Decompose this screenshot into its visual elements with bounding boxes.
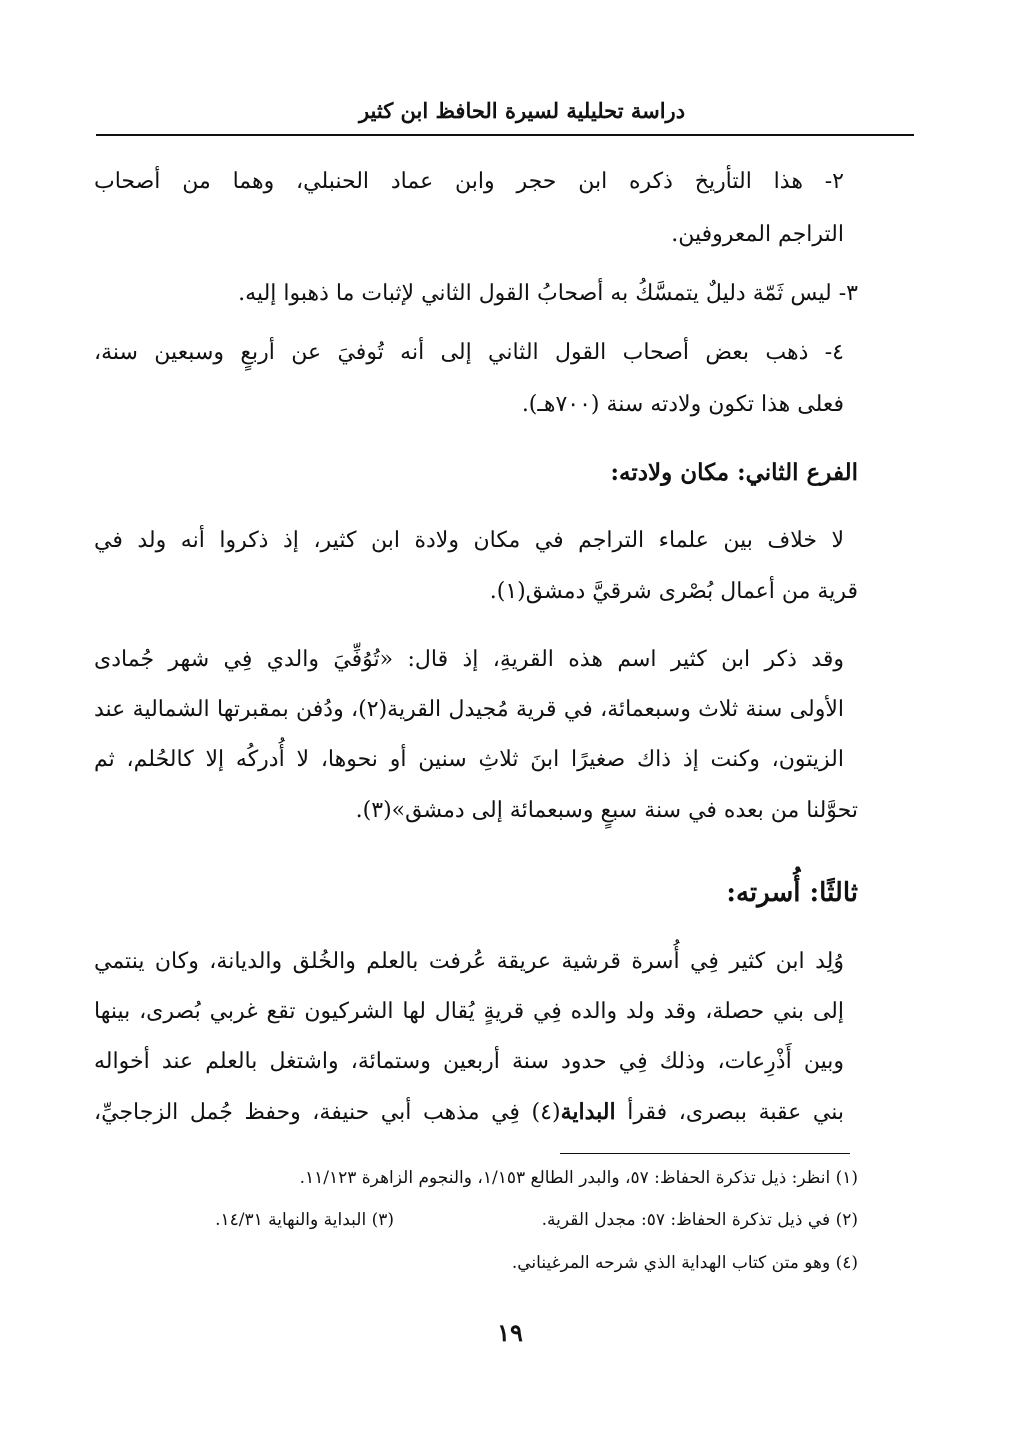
birthplace-p2-line-3: الزيتون، وكنت إذ ذاك صغيرًا ابنَ ثلاثِ سنين أو نحوها، لا أُدركُه إلا كالحُلم، ثم	[94, 747, 844, 772]
birthplace-p1-line-2: قرية من أعمال بُصْرى شرقيَّ دمشق(١).	[489, 579, 858, 604]
footnote-1: (١) انظر: ذيل تذكرة الحفاظ: ٥٧، والبدر الطالع ١/١٥٣، والنجوم الزاهرة ١١/١٢٣.	[299, 1168, 858, 1188]
footnote-3: (٣) البداية والنهاية ١٤/٣١.	[215, 1210, 394, 1230]
list-item-2-line-1: ٢- هذا التأريخ ذكره ابن حجر وابن عماد الحنبلي، وهما من أصحاب	[94, 169, 844, 194]
birthplace-p2-line-1: وقد ذكر ابن كثير اسم هذه القريةِ، إذ قال: «تُوُفِّيَ والدي فِي شهر جُمادى	[94, 647, 844, 672]
list-item-3-line-1: ٣- ليس ثَمّة دليلٌ يتمسَّكُ به أصحابُ القول الثاني لإثبات ما ذهبوا إليه.	[238, 281, 858, 306]
section-heading-family: ثالثًا: أُسرته:	[726, 878, 858, 908]
family-line-2: إلى بني حصلة، وقد ولد والده فِي قريةٍ يُقال لها الشركيون تقع غربي بُصرى، بينها	[94, 999, 844, 1024]
birthplace-p2-line-2: الأولى سنة ثلاث وسبعمائة، في قرية مُجيدل القرية(٢)، ودُفن بمقبرتها الشمالية عند	[94, 697, 844, 722]
running-header: دراسة تحليلية لسيرة الحافظ ابن كثير	[358, 98, 686, 123]
footnote-2: (٢) في ذيل تذكرة الحفاظ: ٥٧: مجدل القرية.	[541, 1210, 858, 1230]
family-line-4-start: بني عقبة ببصرى، فقرأ	[627, 1100, 844, 1125]
footnote-4: (٤) وهو متن كتاب الهداية الذي شرحه المرغيناني.	[511, 1253, 858, 1273]
section-heading-birthplace: الفرع الثاني: مكان ولادته:	[610, 459, 858, 486]
list-item-4-line-2: فعلى هذا تكون ولادته سنة (٧٠٠هـ).	[521, 392, 844, 417]
family-line-4	[94, 1095, 844, 1129]
page-number: ١٩	[497, 1318, 523, 1347]
family-line-1: وُلِد ابن كثير فِي أُسرة قرشية عريقة عُرفت بالعلم والخُلق والديانة، وكان ينتمي	[94, 949, 844, 974]
header-rule	[96, 134, 914, 136]
birthplace-p2-line-4: تحوَّلنا من بعده في سنة سبعٍ وسبعمائة إلى دمشق»(٣).	[355, 798, 858, 823]
birthplace-p1-line-1: لا خلاف بين علماء التراجم في مكان ولادة ابن كثير، إذ ذكروا أنه ولد في	[94, 528, 844, 553]
family-line-4-end: (٤) فِي مذهب أبي حنيفة، وحفظ جُمل الزجاجيِّ،	[94, 1100, 561, 1125]
family-line-3: وبين أَذْرِعات، وذلك فِي حدود سنة أربعين وستمائة، واشتغل بالعلم عند أخواله	[94, 1049, 844, 1074]
list-item-4-line-1: ٤- ذهب بعض أصحاب القول الثاني إلى أنه تُوفيَ عن أربعٍ وسبعين سنة،	[94, 340, 844, 365]
book-title-bidaya: البداية	[560, 1099, 616, 1125]
footnote-separator	[560, 1153, 850, 1154]
list-item-2-line-2: التراجم المعروفين.	[671, 222, 844, 247]
